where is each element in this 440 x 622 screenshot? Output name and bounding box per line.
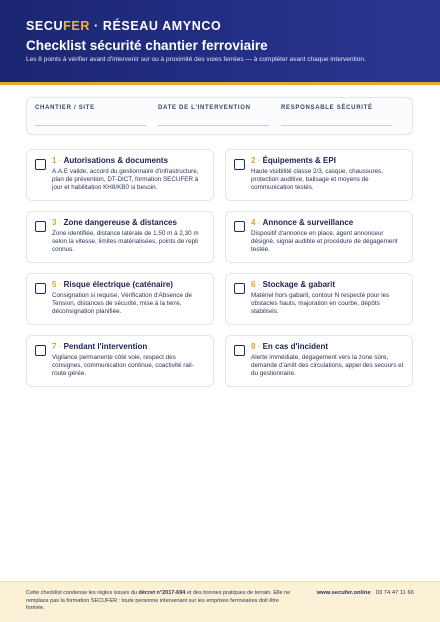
website-link[interactable]: www.secufer.online [316,590,371,596]
checkbox[interactable] [35,221,46,232]
item-title: 7 · Pendant l'intervention [52,342,148,351]
checklist-item-6 [225,273,413,325]
checklist-item-5 [26,273,214,325]
info-label: CHANTIER / SITE [35,105,95,111]
item-description: Haute visibilité classe 2/3, casque, chaussures, protection auditive, balisage et moyens de communication testés. [251,168,383,192]
fill-line [281,125,392,126]
info-label: DATE DE L'INTERVENTION [158,105,251,111]
phone-number[interactable]: 03 74 47 11 66 [375,590,414,596]
checkbox[interactable] [35,345,46,356]
item-description: Vigilance permanente côté voie, respect des consignes, communication continue, coactivité rail-route gérée. [52,354,194,378]
decree-reference: décret n°2017-694 [138,590,186,596]
brand-title: SECUFER · RÉSEAU AMYNCO [26,19,222,33]
item-description: Zone identifiée, distance latérale de 1,50 m à 2,30 m selon la vitesse, limites matérialisées, points de repli connus. [52,230,199,254]
item-title: 3 · Zone dangereuse & distances [52,218,177,227]
checkbox[interactable] [35,283,46,294]
checkbox[interactable] [234,283,245,294]
checkbox[interactable] [234,159,245,170]
gold-divider [0,82,440,85]
item-description: A.A.E valide, accord du gestionnaire d'infrastructure, plan de prévention, DT-DICT, formation SECUFER à jour et habilitation KH8/KB0 si besoin. [52,168,199,192]
footer-disclaimer: Cette checklist condense les règles issues du décret n°2017-694 et des bonnes pratiques de terrain. Elle ne remplace pas la formation SECUFER : toute personne intervenant sur les emprises ferroviaires doit être formée. [26,590,291,612]
fill-line [158,125,269,126]
checklist-item-1 [26,149,214,201]
brand-accent: FER [63,19,90,33]
item-title: 1 · Autorisations & documents [52,156,169,165]
page-title: Checklist sécurité chantier ferroviaire [26,38,268,53]
item-title: 4 · Annonce & surveillance [251,218,354,227]
checkbox[interactable] [234,221,245,232]
checklist-item-8 [225,335,413,387]
item-title: 5 · Risque électrique (caténaire) [52,280,173,289]
intervention-info-box [26,97,413,135]
footer [0,581,440,622]
item-description: Consignation si requise, Vérification d'Absence de Tension, distances de sécurité, mise à la terre, déconsignation planifiée. [52,292,192,316]
page-subtitle: Les 8 points à vérifier avant d'intervenir sur ou à proximité des voies ferrées — à compléter avant chaque intervention. [26,56,366,63]
info-field-date[interactable] [158,105,281,134]
item-title: 2 · Équipements & EPI [251,156,336,165]
checkbox[interactable] [234,345,245,356]
checklist-item-7 [26,335,214,387]
info-field-site[interactable] [35,105,158,134]
info-label: RESPONSABLE SÉCURITÉ [281,105,373,111]
footer-contact: www.secufer.online · 03 74 47 11 66 [316,590,414,596]
checklist-item-4 [225,211,413,263]
item-description: Alerte immédiate, dégagement vers la zone sûre, demande d'arrêt des circulations, appel des secours et du gestionnaire. [251,354,404,378]
checklist-item-2 [225,149,413,201]
header-banner [0,0,440,82]
info-field-manager[interactable] [281,105,404,134]
checklist-item-3 [26,211,214,263]
checkbox[interactable] [35,159,46,170]
item-title: 8 · En cas d'incident [251,342,329,351]
item-description: Dispositif d'annonce en place, agent annonceur désigné, signal audible et procédure de dégagement testée. [251,230,398,254]
item-description: Matériel hors gabarit, contour N respecté pour les obstacles hauts, majoration en courbe, dépôts stabilisés. [251,292,390,316]
item-title: 6 · Stockage & gabarit [251,280,336,289]
fill-line [35,125,146,126]
